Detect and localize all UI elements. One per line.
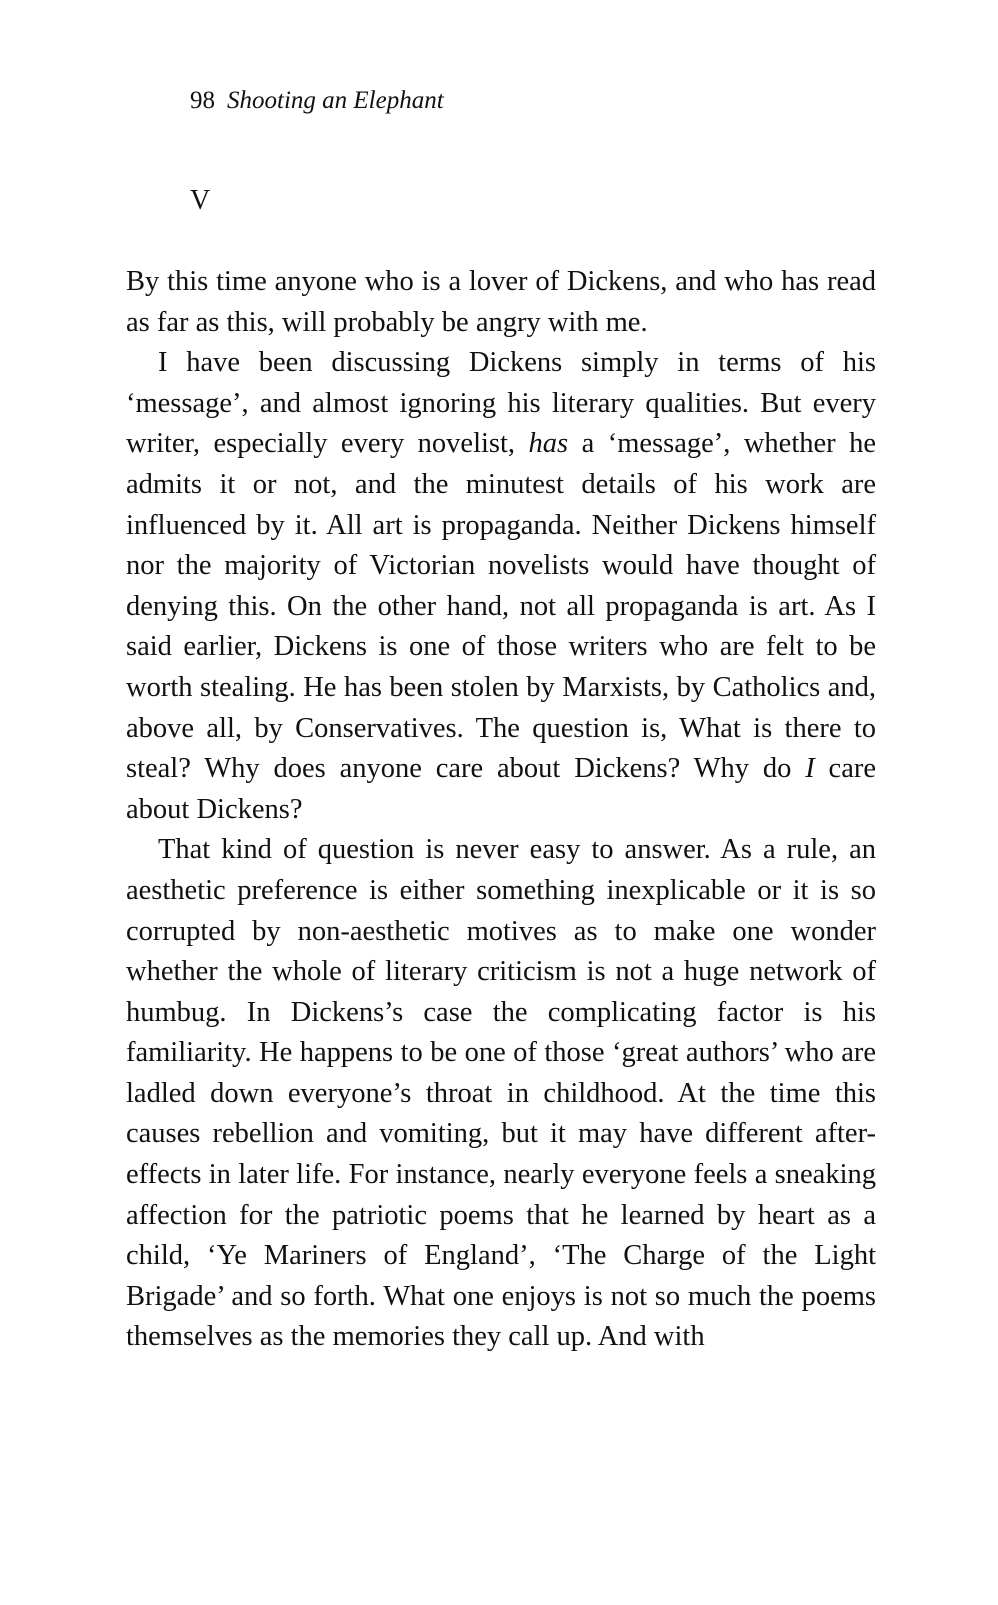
- paragraph-3: That kind of question is never easy to answer. As a rule, an aesthetic preference is either something inexplicable or it is so corrupted by non-aesthetic motives as to make one wonder whether the whole of literary criticism is not a huge network of humbug. In Dickens’s case the complicating factor is his familiarity. He happens to be one of those ‘great authors’ who are ladled down everyone’s throat in childhood. At the time this causes rebellion and vomiting, but it may have different after-effects in later life. For instance, nearly everyone feels a sneaking affection for the patriotic poems that he learned by heart as a child, ‘Ye Mariners of England’, ‘The Charge of the Light Brigade’ and so forth. What one enjoys is not so much the poems themselves as the memories they call up. And with: [126, 834, 876, 1353]
- paragraph-2-text-c: care about Dickens?: [126, 753, 876, 825]
- section-number: V: [190, 185, 211, 216]
- paragraph-2-emphasis-i: I: [805, 753, 815, 785]
- body-text: [126, 262, 876, 1358]
- paragraph-1: By this time anyone who is a lover of Dickens, and who has read as far as this, will probably be angry with me.: [126, 266, 876, 338]
- page-number: 98: [190, 87, 215, 114]
- running-head: [190, 84, 444, 118]
- paragraph-2: [126, 343, 876, 830]
- paragraph-2-emphasis-has: has: [528, 428, 569, 460]
- book-title: Shooting an Elephant: [227, 87, 444, 114]
- paragraph-2-text-a: I have been discussing Dickens simply in terms of his ‘message’, and almost ignoring his literary qualities. But every writer, especially every novelist,: [126, 347, 876, 460]
- paragraph-2-text-b: a ‘message’, whether he admits it or not, and the minutest details of his work are influenced by it. All art is propaganda. Neither Dickens himself nor the majority of Victorian novelists would have thought of denying this. On the other hand, not all propaganda is art. As I said earlier, Dickens is one of those writers who are felt to be worth stealing. He has been stolen by Marxists, by Catholics and, above all, by Conservatives. The question is, What is there to steal? Why does anyone care about Dickens? Why do: [126, 428, 877, 785]
